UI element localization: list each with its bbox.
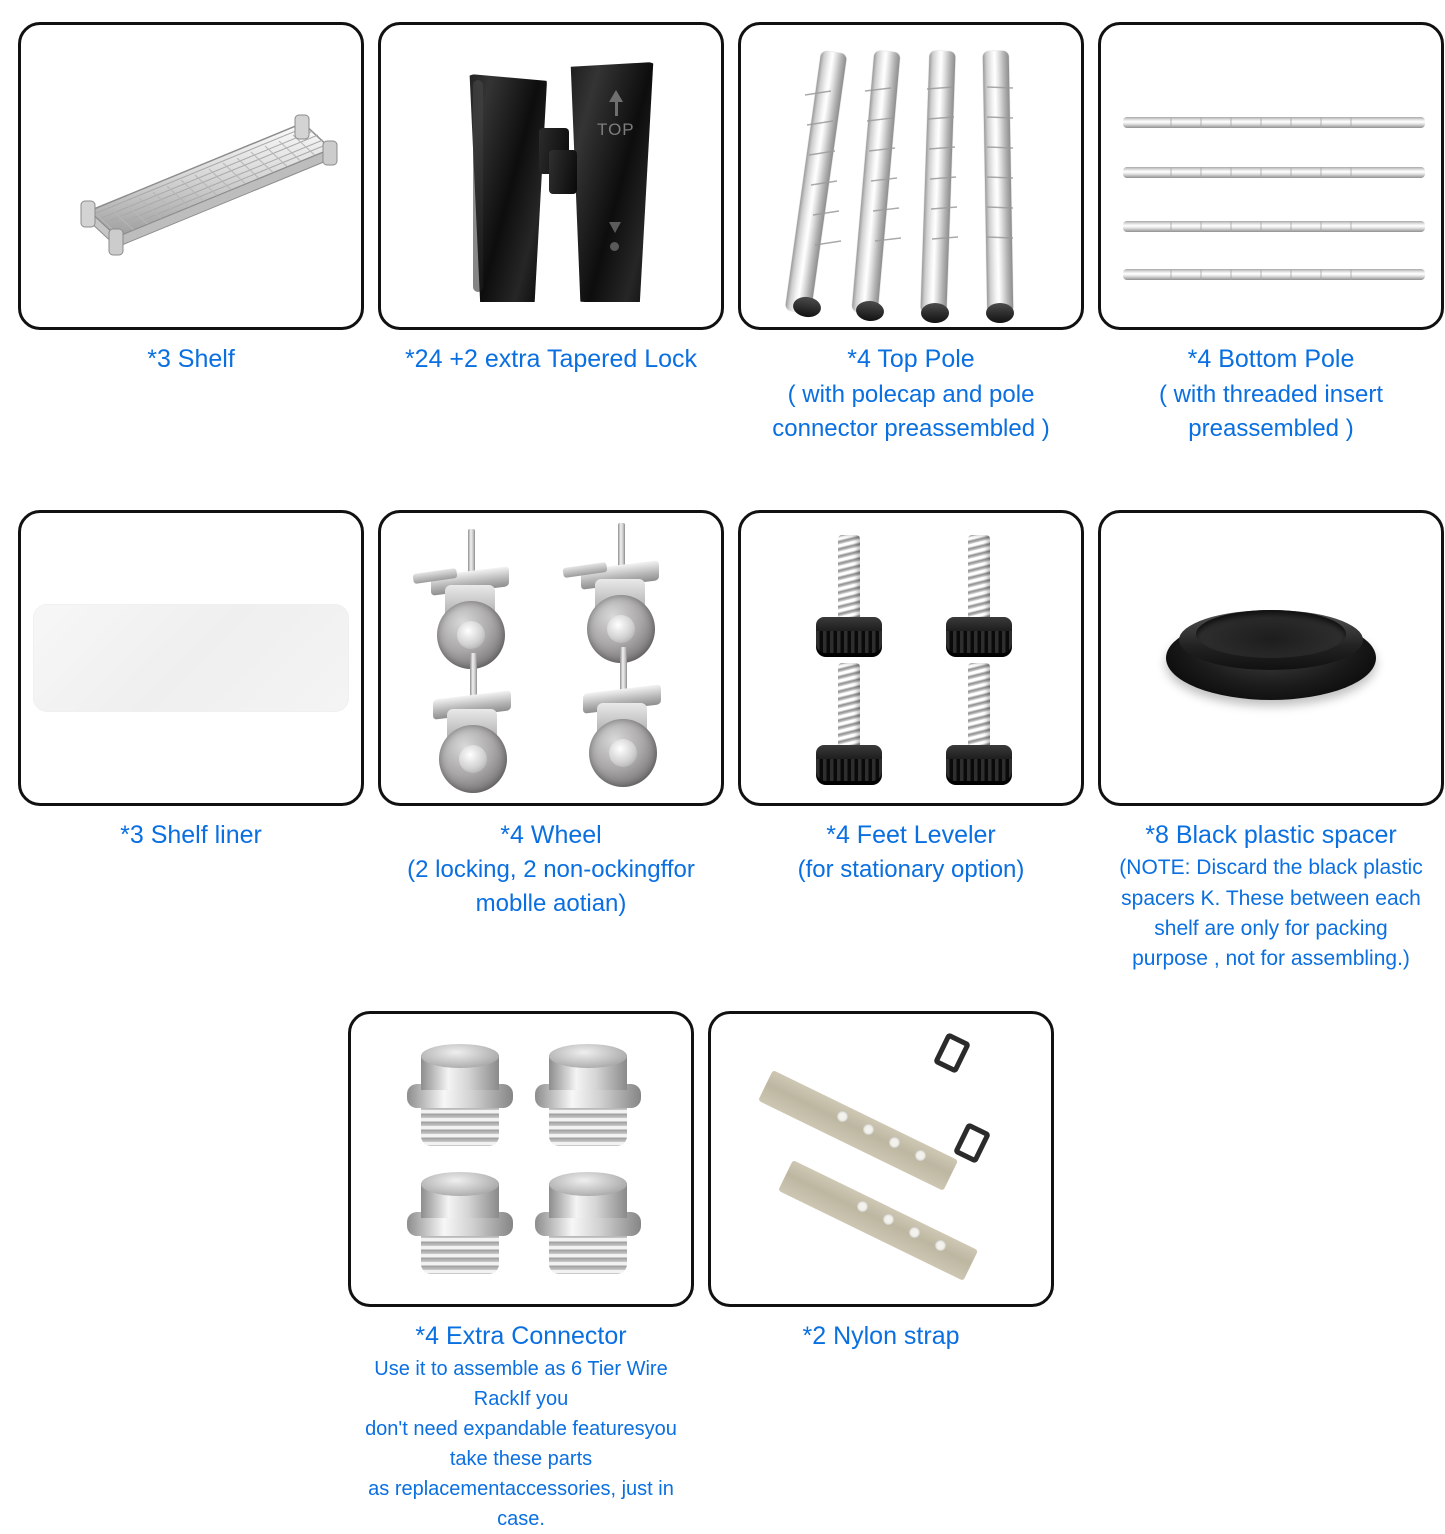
part-cell-wheel	[378, 510, 724, 922]
part-sublabel-wheel-2: moblle aotian)	[475, 890, 627, 918]
part-sublabel-top-pole-2: connector preassembled )	[772, 414, 1050, 442]
part-image-black-plastic-spacer	[1098, 510, 1444, 806]
extra-connector-icon	[351, 1014, 691, 1304]
strap-hole	[935, 1240, 946, 1251]
strap-hole	[883, 1214, 894, 1225]
part-note-spacer-3: shelf are only for packing	[1154, 917, 1388, 941]
part-note-spacer-4: purpose , not for assembling.)	[1132, 947, 1410, 971]
top-pole-grooves	[741, 25, 1084, 330]
leveler-ridges	[946, 631, 1012, 653]
part-note-connector-1: Use it to assemble as 6 Tier Wire RackIf you	[374, 1358, 668, 1411]
part-image-extra-connector	[348, 1011, 694, 1307]
part-sublabel-feet-leveler-1: (for stationary option)	[797, 856, 1025, 884]
extra-connector-1	[407, 1044, 513, 1148]
part-sublabel-bottom-pole-2: preassembled )	[1188, 414, 1354, 442]
extra-connector-3	[407, 1172, 513, 1276]
connector-top	[421, 1172, 499, 1196]
part-caption-extra-connector	[348, 1319, 694, 1534]
pole-cap-4	[986, 303, 1014, 323]
part-label-extra-connector: *4 Extra Connector	[415, 1321, 627, 1350]
part-sublabel-wheel-1: (2 locking, 2 non-ockingffor	[407, 856, 695, 884]
connector-top	[421, 1044, 499, 1068]
part-image-nylon-strap	[708, 1011, 1054, 1307]
part-caption-nylon-strap	[708, 1319, 1054, 1355]
feet-leveler-2	[933, 535, 1025, 663]
part-image-bottom-pole	[1098, 22, 1444, 330]
caster-wheel-4	[579, 647, 667, 793]
feet-leveler-1-parts	[803, 535, 895, 663]
caster-hub	[457, 621, 485, 649]
part-sublabel-top-pole-1: ( with polecap and pole	[787, 380, 1035, 408]
black-plastic-spacer-icon	[1101, 513, 1441, 803]
connector-top	[549, 1172, 627, 1196]
leveler-ridges	[816, 759, 882, 781]
part-cell-top-pole	[738, 22, 1084, 446]
feet-leveler-4	[933, 663, 1025, 791]
part-label-shelf-liner: *3 Shelf liner	[120, 820, 262, 849]
tapered-lock-top-line	[615, 102, 618, 116]
part-note-connector-2: don't need expandable featuresyou take these parts	[365, 1418, 677, 1471]
extra-connector-2	[535, 1044, 641, 1148]
tapered-lock-top-label: TOP	[597, 120, 635, 139]
part-cell-extra-connector	[348, 1011, 694, 1534]
caster-wheel-icon	[381, 513, 721, 803]
part-label-bottom-pole: *4 Bottom Pole	[1187, 345, 1355, 373]
part-cell-shelf-liner	[18, 510, 364, 854]
strap-hole	[857, 1201, 868, 1212]
bottom-pole-grooves	[1101, 25, 1444, 330]
part-note-connector-3: as replacementaccessories, just in case.	[368, 1478, 674, 1531]
part-cell-black-plastic-spacer	[1098, 510, 1444, 975]
part-note-spacer-1: (NOTE: Discard the black plastic	[1119, 856, 1423, 880]
part-cell-shelf	[18, 22, 364, 378]
part-cell-bottom-pole	[1098, 22, 1444, 446]
wire-shelf-svg	[41, 71, 341, 281]
connector-threads	[421, 1230, 499, 1274]
part-label-feet-leveler: *4 Feet Leveler	[826, 820, 996, 849]
caster-stem	[620, 647, 627, 693]
spacer-inner-bore	[1196, 610, 1346, 658]
parts-row-3	[18, 1011, 1427, 1534]
tapered-lock-icon	[421, 46, 681, 306]
wire-shelf-icon	[41, 71, 341, 281]
part-caption-wheel	[378, 818, 724, 922]
connector-threads	[549, 1102, 627, 1146]
nylon-strap-buckle-1	[933, 1032, 971, 1074]
caster-stem	[470, 653, 477, 699]
feet-leveler-icon	[741, 513, 1081, 803]
strap-hole	[863, 1124, 874, 1135]
tapered-lock-left-seam	[473, 80, 483, 292]
caster-hub	[607, 615, 635, 643]
part-label-black-plastic-spacer: *8 Black plastic spacer	[1145, 820, 1397, 849]
caster-hub	[459, 745, 487, 773]
tapered-lock-dot	[610, 242, 619, 251]
part-label-wheel: *4 Wheel	[500, 820, 602, 849]
caster-stem	[468, 529, 475, 575]
strap-hole	[915, 1150, 926, 1161]
leveler-screw	[968, 535, 990, 621]
extra-connector-4	[535, 1172, 641, 1276]
caster-stem	[618, 523, 625, 569]
part-cell-tapered-lock	[378, 22, 724, 378]
part-image-wheel	[378, 510, 724, 806]
part-caption-tapered-lock	[378, 342, 724, 378]
part-image-shelf	[18, 22, 364, 330]
arrow-down-icon	[609, 222, 621, 233]
arrow-up-icon	[609, 90, 623, 102]
part-caption-shelf	[18, 342, 364, 378]
caster-hub	[609, 739, 637, 767]
part-caption-shelf-liner	[18, 818, 364, 854]
feet-leveler-3	[803, 663, 895, 791]
part-caption-bottom-pole	[1098, 342, 1444, 446]
tapered-lock-right-tab	[549, 150, 577, 194]
leveler-ridges	[816, 631, 882, 653]
part-cell-nylon-strap	[708, 1011, 1054, 1355]
leveler-screw	[968, 663, 990, 749]
caster-wheel-3	[429, 653, 517, 799]
part-sublabel-bottom-pole-1: ( with threaded insert	[1158, 380, 1384, 408]
parts-row-1	[18, 22, 1427, 446]
leveler-ridges	[946, 759, 1012, 781]
strap-hole	[837, 1111, 848, 1122]
leveler-screw	[838, 535, 860, 621]
part-label-tapered-lock: *24 +2 extra Tapered Lock	[404, 345, 698, 373]
leveler-screw	[838, 663, 860, 749]
part-cell-feet-leveler	[738, 510, 1084, 888]
parts-row-2	[18, 510, 1427, 975]
connector-threads	[421, 1102, 499, 1146]
bottom-pole-icon	[1101, 25, 1441, 327]
part-image-feet-leveler	[738, 510, 1084, 806]
nylon-strap-buckle-2	[953, 1122, 991, 1164]
part-image-top-pole	[738, 22, 1084, 330]
part-label-top-pole: *4 Top Pole	[847, 345, 975, 373]
pole-cap-3	[921, 303, 949, 323]
part-note-spacer-2: spacers K. These between each	[1121, 886, 1421, 910]
part-caption-feet-leveler	[738, 818, 1084, 888]
top-pole-icon	[741, 25, 1081, 327]
part-label-nylon-strap: *2 Nylon strap	[802, 1321, 960, 1350]
part-image-shelf-liner	[18, 510, 364, 806]
nylon-strap-icon	[711, 1014, 1051, 1304]
connector-threads	[549, 1230, 627, 1274]
part-image-tapered-lock	[378, 22, 724, 330]
part-caption-black-plastic-spacer	[1098, 818, 1444, 975]
connector-top	[549, 1044, 627, 1068]
shelf-liner-icon	[33, 604, 349, 712]
strap-hole	[909, 1227, 920, 1238]
part-label-shelf: *3 Shelf	[147, 345, 235, 373]
part-caption-top-pole	[738, 342, 1084, 446]
strap-hole	[889, 1137, 900, 1148]
